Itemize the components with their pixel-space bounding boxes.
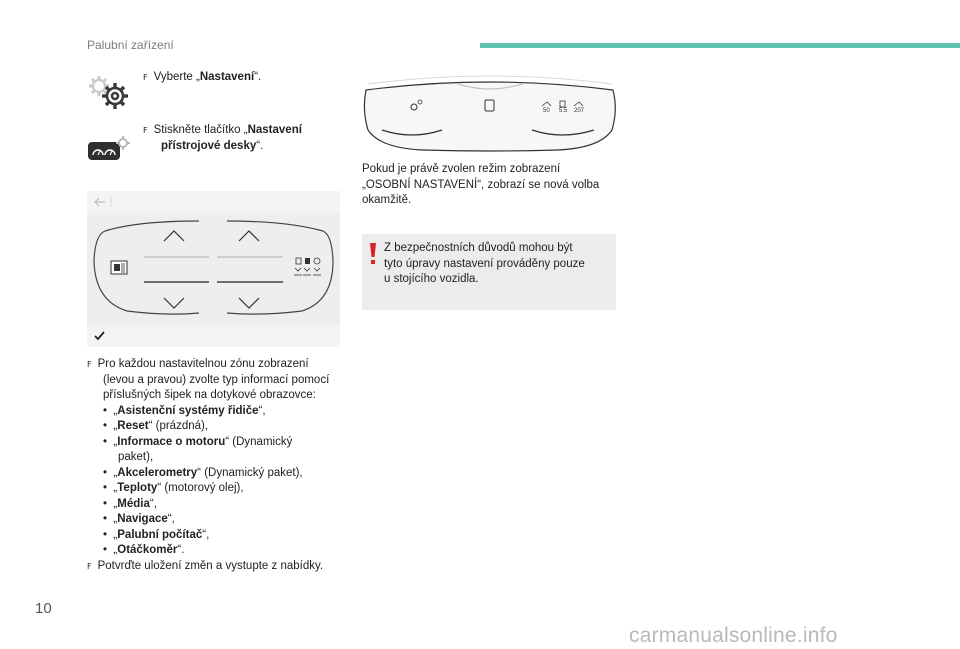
warning-line: u stojícího vozidla. — [384, 273, 479, 285]
step-press-dashboard-settings: F Stiskněte tlačítko „Nastavení přístrojové desky“. — [143, 124, 302, 152]
left-zone-down-arrow[interactable] — [164, 298, 184, 308]
header-accent-bar — [480, 43, 960, 48]
left-zone-up-arrow[interactable] — [164, 231, 184, 241]
driver-assist-icon — [111, 261, 127, 274]
gauges-icon — [294, 258, 321, 275]
instruction-line: (levou a pravou) zvolte typ informací pomocí — [103, 373, 330, 386]
option-item: • „Navigace“, — [103, 513, 175, 525]
option-item: • „Informace o motoru“ (Dynamický — [103, 435, 293, 448]
settings-label: Nastavení — [199, 71, 255, 83]
personal-settings-paragraph — [362, 162, 617, 209]
option-item: • „Teploty“ (motorový olej), — [103, 482, 244, 494]
right-zone-up-arrow[interactable] — [239, 231, 259, 241]
readout-value: 50 — [543, 108, 550, 114]
right-zone-down-arrow[interactable] — [239, 298, 259, 308]
option-item: • „Reset“ (prázdná), — [103, 420, 209, 432]
option-continuation: paket), — [118, 451, 154, 463]
step-bullet: F — [143, 73, 148, 82]
instruction-line: Pro každou nastavitelnou zónu zobrazení — [97, 358, 309, 370]
paragraph-line: Pokud je právě zvolen režim zobrazení — [362, 163, 561, 175]
warning-line: Z bezpečnostních důvodů mohou být — [384, 242, 573, 254]
step-select-settings: F Vyberte „Nastavení“. — [143, 71, 262, 83]
watermark: carmanualsonline.info — [629, 624, 838, 647]
paragraph-line: „OSOBNÍ NASTAVENÍ“, zobrazí se nová volba — [362, 178, 600, 191]
option-item: • „Palubní počítač“, — [103, 528, 210, 541]
option-item: • „Asistenční systémy řidiče“, — [103, 404, 266, 417]
page-number: 10 — [35, 600, 52, 617]
readout-value: 5.5 — [559, 108, 568, 114]
option-item: • „Akcelerometry“ (Dynamický paket), — [103, 466, 303, 479]
instrument-cluster-illustration — [362, 70, 617, 160]
exclamation-icon — [369, 242, 377, 266]
section-title: Palubní zařízení — [87, 38, 174, 52]
dashboard-settings-label-1: Nastavení — [247, 124, 302, 136]
instructions-block: F Pro každou nastavitelnou zónu zobrazení (levou a pravou) zvolte typ informací pomocí příslušných šipek na dotykové obrazovce: • „Asistenční systémy řidiče“, • „Reset“ (prázdná), • „Informace o motoru“ (Dynamický paket), • „Akcelerometry“ (Dynamický paket), • „Teploty“ (motorový olej), • „Média“, • „Navigace“, • „Palubní počítač“, • „Otáčkoměr“. F Potvrďte uložení změn a vystupte z nabídky. — [87, 357, 352, 574]
settings-gear-icon — [88, 75, 130, 111]
warning-text — [384, 241, 585, 288]
dashboard-settings-icon — [87, 136, 131, 162]
readout-value: 207 — [574, 108, 585, 114]
warning-line: tyto úpravy nastavení prováděny pouze — [384, 257, 585, 270]
warning-box — [362, 234, 616, 310]
instruction-line: příslušných šipek na dotykové obrazovce: — [103, 389, 316, 401]
step-bullet: F — [143, 126, 148, 135]
touchscreen-illustration — [87, 191, 340, 347]
dashboard-settings-label-2: přístrojové desky — [161, 139, 257, 152]
option-item: • „Média“, — [103, 497, 157, 510]
confirm-instruction: Potvrďte uložení změn a vystupte z nabídky. — [97, 559, 324, 572]
option-item: • „Otáčkoměr“. — [103, 544, 185, 556]
paragraph-line: okamžitě. — [362, 194, 412, 206]
